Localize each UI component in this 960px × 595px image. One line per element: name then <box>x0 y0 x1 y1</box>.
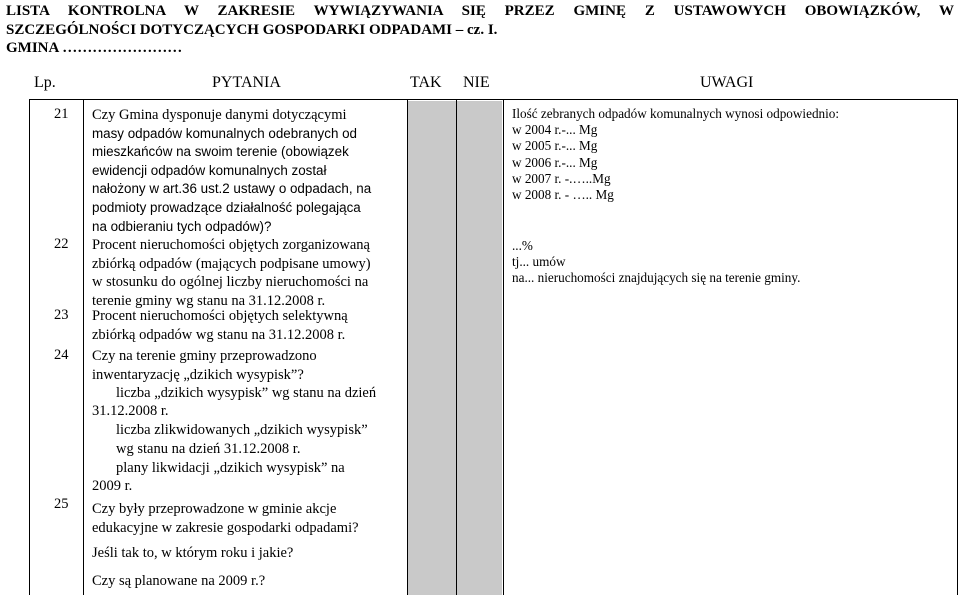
sub-item-line: 2009 r. <box>92 478 133 494</box>
column-header-yes: TAK <box>410 74 442 91</box>
question-24 <box>92 347 404 384</box>
question-line: Czy na terenie gminy przeprowadzono <box>92 348 317 364</box>
question-23 <box>92 307 404 344</box>
sub-item-line: liczba „dzikich wysypisk” wg stanu na dzień <box>116 385 377 401</box>
remark-line: w 2008 r. - ….. Mg <box>512 187 614 203</box>
remark-line: na... nieruchomości znajdujących się na terenie gminy. <box>512 270 801 286</box>
remark-line: w 2005 r.-... Mg <box>512 138 598 154</box>
question-line: mieszkańców na swoim terenie (obowiązek <box>92 144 349 160</box>
question-line: zbiórką odpadów (mających podpisane umowy) <box>92 255 371 272</box>
title-line-1: LISTA KONTROLNA W ZAKRESIE WYWIĄZYWANIA SIĘ PRZEZ GMINĘ Z USTAWOWYCH OBOWIĄZKÓW, W <box>6 3 954 19</box>
question-line: Czy Gmina dysponuje danymi dotyczącymi <box>92 107 347 123</box>
follow-up-which-year: Jeśli tak to, w którym roku i jakie? <box>92 545 294 561</box>
column-header-no: NIE <box>463 74 490 91</box>
question-line: ewidencji odpadów komunalnych został <box>92 162 327 178</box>
remark-line: w 2004 r.-... Mg <box>512 122 598 138</box>
question-line: terenie gminy wg stanu na 31.12.2008 r. <box>92 292 326 309</box>
sub-item-wild-dumps-count <box>116 384 404 403</box>
question-line: Procent nieruchomości objętych zorganizowaną <box>92 237 370 253</box>
title-line-2: SZCZEGÓLNOŚCI DOTYCZĄCYCH GOSPODARKI ODPADAMI – cz. I. <box>6 21 498 38</box>
question-line: Czy były przeprowadzone w gminie akcje <box>92 501 337 517</box>
column-header-questions: PYTANIA <box>212 74 281 91</box>
table-left-border <box>29 99 30 595</box>
sub-item-line: plany likwidacji „dzikich wysypisk” na <box>116 460 345 476</box>
questions-column-divider <box>407 99 408 595</box>
question-line: masy odpadów komunalnych odebranych od <box>92 125 358 141</box>
question-21 <box>92 106 404 236</box>
row-number: 22 <box>54 236 69 252</box>
yes-column-divider <box>456 99 457 595</box>
remark-line: Ilość zebranych odpadów komunalnych wynosi odpowiednio: <box>512 106 840 121</box>
question-25 <box>92 500 404 537</box>
question-line: edukacyjne w zakresie gospodarki odpadami? <box>92 519 359 536</box>
lp-column-divider <box>83 99 84 595</box>
column-header-lp: Lp. <box>34 74 56 91</box>
question-line: zbiórką odpadów wg stanu na 31.12.2008 r. <box>92 326 346 343</box>
question-line: podmioty prowadzące działalność polegająca <box>92 199 361 215</box>
remark-line: w 2007 r. -.…..Mg <box>512 170 611 186</box>
question-line: w stosunku do ogólnej liczby nieruchomości na <box>92 274 369 291</box>
sub-item-line: wg stanu na dzień 31.12.2008 r. <box>116 440 301 457</box>
no-column-divider <box>503 99 504 595</box>
row-number: 24 <box>54 347 69 363</box>
column-header-remarks: UWAGI <box>700 74 754 91</box>
question-22 <box>92 236 404 310</box>
no-column-shading <box>457 101 502 595</box>
table-right-border <box>957 99 958 595</box>
follow-up-planned-2009: Czy są planowane na 2009 r.? <box>92 573 266 589</box>
remark-line: tj... umów <box>512 254 566 270</box>
question-line: nałożony w art.36 ust.2 ustawy o odpadach, na <box>92 181 372 197</box>
remarks-21 <box>512 106 952 203</box>
row-number: 25 <box>54 496 69 512</box>
document-title <box>6 2 954 58</box>
remark-line: ...% <box>512 238 533 253</box>
row-number: 23 <box>54 307 69 323</box>
remarks-22 <box>512 238 952 287</box>
sub-item-liquidation-plans <box>116 459 404 478</box>
row-number: 21 <box>54 106 69 122</box>
sub-item-wild-dumps-count-cont <box>92 402 404 421</box>
sub-item-liquidated-dumps <box>116 421 404 458</box>
sub-item-liquidation-plans-cont <box>92 477 404 496</box>
remark-line: w 2006 r.-... Mg <box>512 154 598 170</box>
header-bottom-rule <box>29 99 958 100</box>
title-line-3: GMINA …………………… <box>6 40 183 56</box>
sub-item-line: 31.12.2008 r. <box>92 403 169 419</box>
question-line: na odbieraniu tych odpadów)? <box>92 218 272 234</box>
question-line: inwentaryzację „dzikich wysypisk”? <box>92 366 304 383</box>
question-line: Procent nieruchomości objętych selektywną <box>92 308 348 324</box>
yes-column-shading <box>408 101 456 595</box>
sub-item-line: liczba zlikwidowanych „dzikich wysypisk” <box>116 422 368 438</box>
